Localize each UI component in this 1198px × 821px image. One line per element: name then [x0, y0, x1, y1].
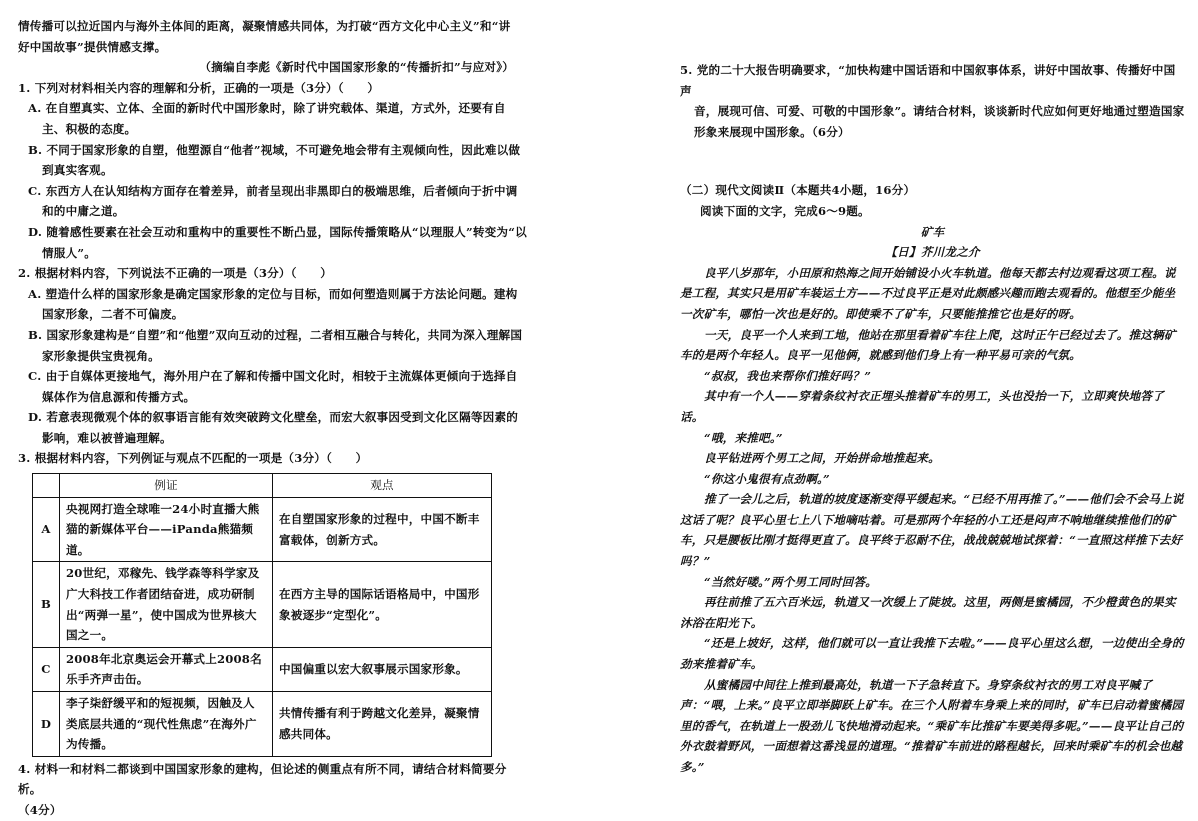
table-header-view: 观点: [273, 474, 492, 498]
story-paragraph: 推了一会儿之后，轨道的坡度逐渐变得平缓起来。“已经不用再推了。”——他们会不会马上说这话了呢？良平心里七上八下地嘀咕着。可是那两个年轻的小工还是闷声不响地继续推他们的矿车，只是腰板比刚才挺得更直了。良平终于忍耐不住，战战兢兢地试探着：“一直照这样推下去好吗？”: [680, 492, 1184, 569]
question-5-line-3: 形象来展现中国形象。（6分）: [694, 124, 850, 139]
story-paragraph: 从蜜橘园中间往上推到最高处，轨道一下子急转直下。身穿条纹衬衣的男工对良平喊了声：“喂，上来。”良平立即举脚跃上矿车。在三个人附着车身乘上来的同时，矿车已启动着蜜橘园里的香气，在轨道上一股劲儿飞快地滑动起来。“乘矿车比推矿车要美得多呢。”——良平让自己的外衣鼓着野风，一面想着这番浅显的道理。“推着矿车前进的路程越长，回来时乘矿车的机会也越多。”: [680, 677, 1184, 774]
story-paragraph: “叔叔，我也来帮你们推好吗？”: [704, 368, 872, 383]
row-example: 李子柒舒缓平和的短视频，因触及人类底层共通的“现代性焦虑”在海外广为传播。: [60, 692, 273, 757]
question-3-table: [32, 473, 492, 757]
question-5-line-2: 音，展现可信、可爱、可敬的中国形象”。请结合材料，谈谈新时代应如何更好地通过塑造国家: [694, 104, 1185, 119]
row-view: 在自塑国家形象的过程中，中国不断丰富载体，创新方式。: [273, 497, 492, 562]
table-row: [33, 647, 492, 691]
left-column: [18, 16, 528, 821]
citation: （摘编自李彪《新时代中国国家形象的“传播折扣”与应对》）: [199, 60, 514, 75]
row-key: C: [33, 647, 60, 691]
story-paragraph: “还是上坡好，这样，他们就可以一直让我推下去啦。”——良平心里这么想，一边使出全身的劲来推着矿车。: [680, 636, 1184, 672]
table-header-row: [33, 474, 492, 498]
table-header-example: 例证: [60, 474, 273, 498]
story-paragraph: 良平钻进两个男工之间，开始拼命地推起来。: [704, 451, 940, 466]
story-paragraph: 良平八岁那年，小田原和热海之间开始铺设小火车轨道。他每天都去村边观看这项工程。说是工程，其实只是用矿车装运土方——不过良平正是对此颇感兴趣而跑去观看的。他想至少能坐一次矿车，哪怕一次也是好的。即使乘不了矿车，只要能推推它也是好的呀。: [680, 265, 1176, 321]
table-row: [33, 497, 492, 562]
question-1-option-c: C. 东西方人在认知结构方面存在着差异，前者呈现出非黑即白的极端思维，后者倾向于折中调和的中庸之道。: [28, 183, 518, 219]
row-key: B: [33, 562, 60, 647]
row-example: 20世纪，邓稼先、钱学森等科学家及广大科技工作者团结奋进，成功研制出“两弹一星”，使中国成为世界核大国之一。: [60, 562, 273, 647]
question-2-option-d: D. 若意表现微观个体的叙事语言能有效突破跨文化壁垒，而宏大叙事因受到文化区隔等因素的影响，难以被普遍理解。: [28, 410, 519, 445]
question-2-option-b: B. 国家形象建构是“自塑”和“他塑”双向互动的过程，二者相互融合与转化，共同为深入理解国家形象提供宝贵视角。: [28, 327, 523, 363]
story-paragraph: 再往前推了五六百米远，轨道又一次缓上了陡坡。这里，两侧是蜜橘园，不少橙黄色的果实沐浴在阳光下。: [680, 595, 1176, 630]
question-2-stem: 2. 根据材料内容，下列说法不正确的一项是（3分）（ ）: [18, 266, 333, 281]
story-paragraph: “当然好喽。”两个男工同时回答。: [704, 574, 878, 589]
table-row: [33, 562, 492, 647]
story-author: 【日】芥川龙之介: [885, 245, 980, 260]
table-header-key: [33, 474, 60, 498]
question-1-option-b: B. 不同于国家形象的自塑，他塑源自“他者”视域，不可避免地会带有主观倾向性，因此难以做到真实客观。: [28, 142, 521, 178]
question-1-option-d: D. 随着感性要素在社会互动和重构中的重要性不断凸显，国际传播策略从“以理服人”转变为“以情服人”。: [28, 224, 527, 260]
question-5-line-1: 5. 党的二十大报告明确要求，“加快构建中国话语和中国叙事体系，讲好中国故事、传播好中国声: [680, 63, 1176, 98]
row-view: 中国偏重以宏大叙事展示国家形象。: [273, 647, 492, 691]
row-key: A: [33, 497, 60, 562]
story-body: [680, 263, 1185, 778]
right-column: [680, 60, 1185, 778]
story-paragraph: “哦，来推吧。”: [704, 430, 783, 445]
question-1-stem: 1. 下列对材料相关内容的理解和分析，正确的一项是（3分）（ ）: [18, 80, 380, 95]
intro-line-1: 情传播可以拉近国内与海外主体间的距离，凝聚情感共同体，为打破“西方文化中心主义”和“讲: [18, 19, 511, 33]
question-2-option-c: C. 由于自媒体更接地气，海外用户在了解和传播中国文化时，相较于主流媒体更倾向于选择自媒体作为信息源和传播方式。: [28, 369, 518, 404]
story-title: 矿车: [920, 224, 945, 239]
reading-instruction: 阅读下面的文字，完成6～9题。: [700, 203, 870, 218]
intro-line-2: 好中国故事”提供情感支撑。: [18, 39, 167, 54]
story-paragraph: 其中有一个人——穿着条纹衬衣正埋头推着矿车的男工，头也没抬一下，立即爽快地答了话。: [680, 389, 1164, 424]
story-paragraph: 一天，良平一个人来到工地，他站在那里看着矿车往上爬，这时正午已经过去了。推这辆矿车的是两个年轻人。良平一见他俩，就感到他们身上有一种平易可亲的气氛。: [680, 327, 1176, 363]
story-paragraph: “你这小鬼很有点劲啊。”: [704, 471, 830, 486]
row-example: 央视网打造全球唯一24小时直播大熊猫的新媒体平台——iPanda熊猫频道。: [60, 497, 273, 562]
row-view: 共情传播有利于跨越文化差异，凝聚情感共同体。: [273, 692, 492, 757]
question-4-stem: 4. 材料一和材料二都谈到中国国家形象的建构，但论述的侧重点有所不同，请结合材料简要分析。: [18, 761, 507, 797]
question-4-score: （4分）: [18, 802, 62, 817]
question-1-option-a: A. 在自塑真实、立体、全面的新时代中国形象时，除了讲究载体、渠道，方式外，还要有自主、积极的态度。: [28, 101, 506, 136]
question-2-option-a: A. 塑造什么样的国家形象是确定国家形象的定位与目标，而如何塑造则属于方法论问题。建构国家形象，二者不可偏废。: [28, 286, 518, 322]
table-row: [33, 692, 492, 757]
row-key: D: [33, 692, 60, 757]
question-3-stem: 3. 根据材料内容，下列例证与观点不匹配的一项是（3分）（ ）: [18, 451, 368, 466]
row-example: 2008年北京奥运会开幕式上2008名乐手齐声击缶。: [60, 647, 273, 691]
row-view: 在西方主导的国际话语格局中，中国形象被逐步“定型化”。: [273, 562, 492, 647]
section-title: （二）现代文阅读Ⅱ（本题共4小题，16分）: [680, 183, 916, 198]
